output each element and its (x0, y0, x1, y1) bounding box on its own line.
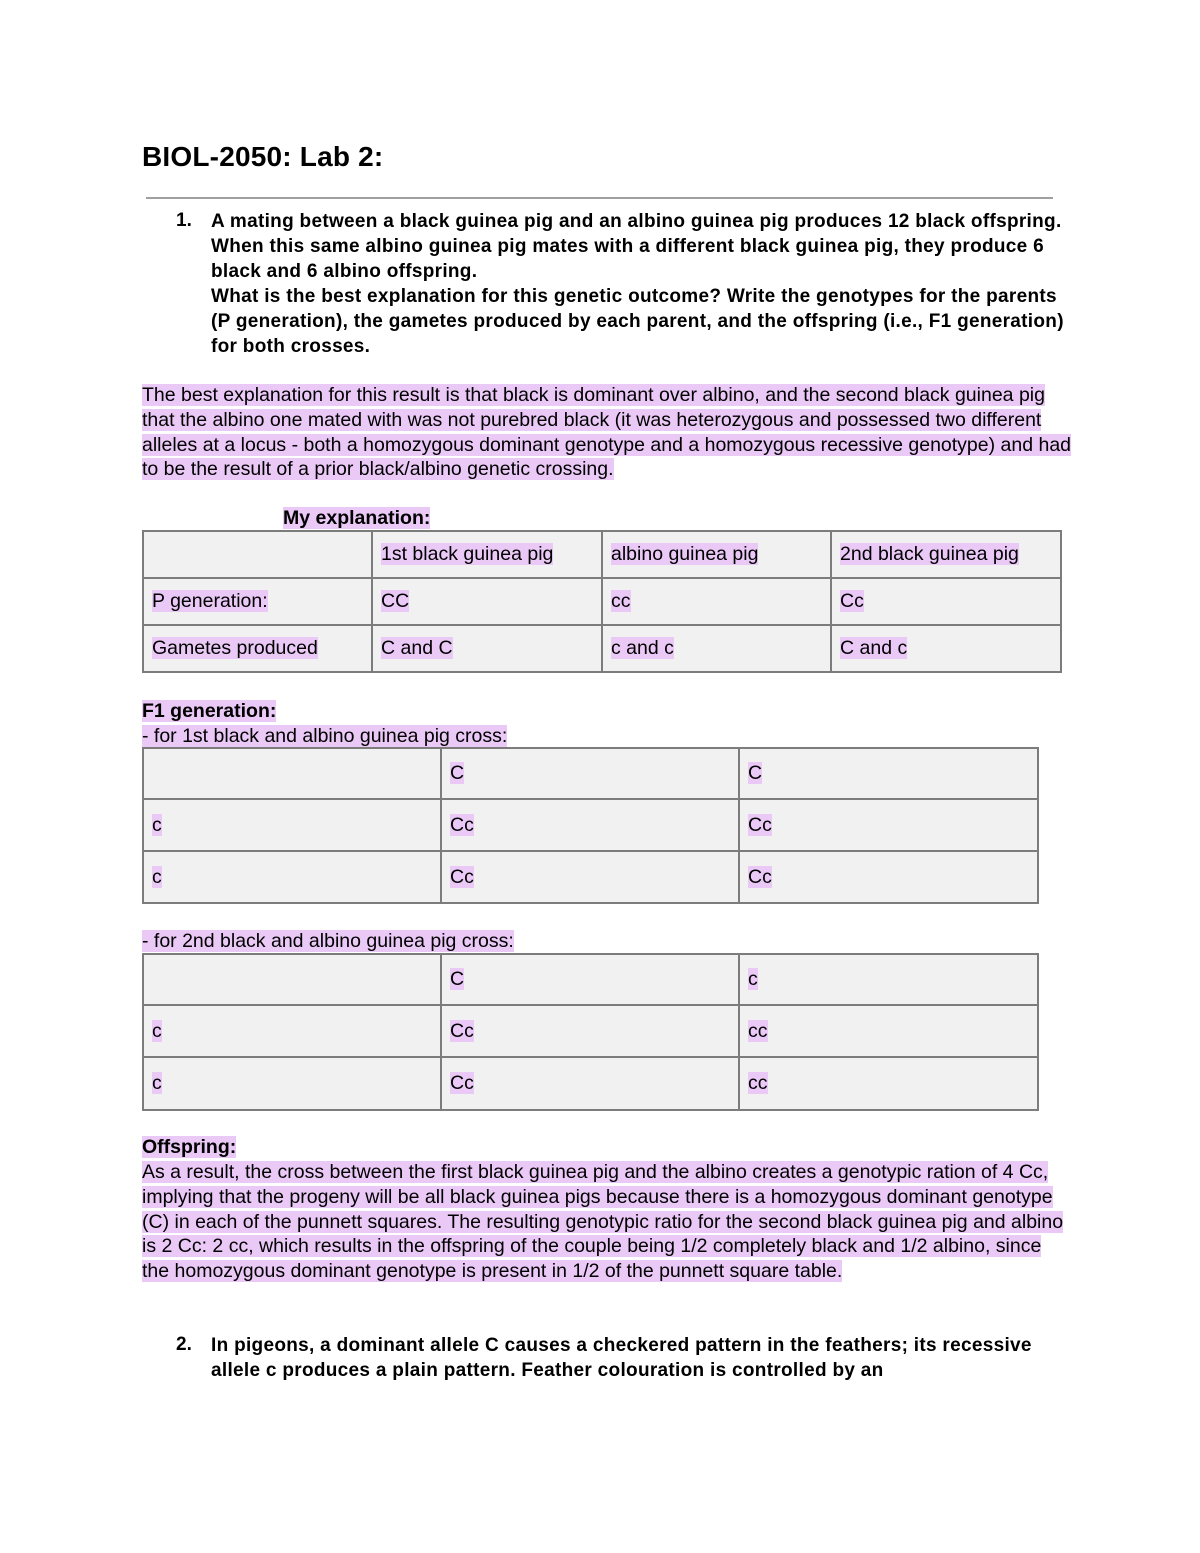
table-cell (143, 531, 372, 578)
table-cell: c and c (602, 625, 831, 672)
table-cell: c (143, 1005, 441, 1057)
table-cell: cc (739, 1005, 1038, 1057)
question-2-text: In pigeons, a dominant allele C causes a checkered pattern in the feathers; its recessive allele c produces a plain pattern. Feather colouration is controlled by an (211, 1335, 1032, 1381)
table-cell: cc (602, 578, 831, 625)
table-cell: C and c (831, 625, 1061, 672)
cross-1-text: - for 1st black and albino guinea pig cross: (142, 725, 508, 747)
table-cell: 2nd black guinea pig (831, 531, 1061, 578)
table-cell: P generation: (143, 578, 372, 625)
table-cell: Cc (441, 1005, 739, 1057)
table-row (143, 531, 1061, 578)
table-cell: cc (739, 1057, 1038, 1110)
cross-1-label (142, 725, 507, 748)
f1-generation-label (142, 700, 276, 723)
question-1-answer (142, 383, 1072, 482)
table-cell: 1st black guinea pig (372, 531, 602, 578)
table-cell: c (143, 1057, 441, 1110)
my-explanation-label (283, 507, 430, 530)
table-cell: Cc (441, 1057, 739, 1110)
table-cell: CC (372, 578, 602, 625)
table-cell: c (143, 799, 441, 851)
table-cell: Cc (441, 851, 739, 903)
question-1-line-1: A mating between a black guinea pig and an albino guinea pig produces 12 black offspring. (211, 211, 1062, 232)
table-row (143, 1057, 1038, 1110)
question-1-line-3: What is the best explanation for this genetic outcome? Write the genotypes for the parents (P generation), the gametes produced by each parent, and the offspring (i.e., F1 generation) for both crosses. (211, 286, 1064, 357)
answer-text: The best explanation for this result is that black is dominant over albino, and the second black guinea pig that the albino one mated with was not purebred black (it was heterozygous and possessed two different alleles at a locus - both a homozygous dominant genotype and a homozygous recessive genotype) and had to be the result of a prior black/albino genetic crossing. (142, 384, 1072, 481)
title-divider (146, 197, 1053, 199)
my-explanation-text: My explanation: (283, 507, 431, 529)
table-row (143, 1005, 1038, 1057)
table-row (143, 625, 1061, 672)
table-cell: Cc (739, 799, 1038, 851)
table-row (143, 578, 1061, 625)
table-cell: C (441, 954, 739, 1005)
table-cell: C and C (372, 625, 602, 672)
table-cell: c (143, 851, 441, 903)
cross-2-text: - for 2nd black and albino guinea pig cross: (142, 930, 514, 952)
table-cell (143, 954, 441, 1005)
cross-2-label (142, 930, 514, 953)
offspring-heading-text: Offspring: (142, 1136, 237, 1158)
offspring-text: As a result, the cross between the first black guinea pig and the albino creates a genotypic ration of 4 Cc, implying that the progeny will be all black guinea pigs because there is a homozygous dominant genotype (C) in each of the punnett squares. The resulting genotypic ratio for the second black guinea pig and albino is 2 Cc: 2 cc, which results in the offspring of the couple being 1/2 completely black and 1/2 albino, since the homozygous dominant genotype is present in 1/2 of the punnett square table. (142, 1161, 1064, 1283)
table-cell: Cc (739, 851, 1038, 903)
table-row (143, 851, 1038, 903)
table-cell: Cc (441, 799, 739, 851)
offspring-explanation (142, 1160, 1072, 1284)
table-cell: albino guinea pig (602, 531, 831, 578)
table-cell: Gametes produced (143, 625, 372, 672)
question-1-text (211, 209, 1071, 359)
table-cell: Cc (831, 578, 1061, 625)
table-row (143, 799, 1038, 851)
punnett-square-cross-2 (142, 953, 1039, 1111)
table-row (143, 748, 1038, 799)
question-1-line-2: When this same albino guinea pig mates with a different black guinea pig, they produce 6 black and 6 albino offspring. (211, 236, 1044, 282)
table-cell: c (739, 954, 1038, 1005)
table-cell: C (441, 748, 739, 799)
question-1-number: 1. (176, 210, 192, 231)
table-cell (143, 748, 441, 799)
offspring-label (142, 1136, 236, 1159)
table-cell: C (739, 748, 1038, 799)
f1-generation-text: F1 generation: (142, 700, 277, 722)
parents-genotype-table (142, 530, 1062, 673)
page-title: BIOL-2050: Lab 2: (142, 141, 384, 172)
question-2-number: 2. (176, 1334, 192, 1355)
punnett-square-cross-1 (142, 747, 1039, 904)
table-row (143, 954, 1038, 1005)
